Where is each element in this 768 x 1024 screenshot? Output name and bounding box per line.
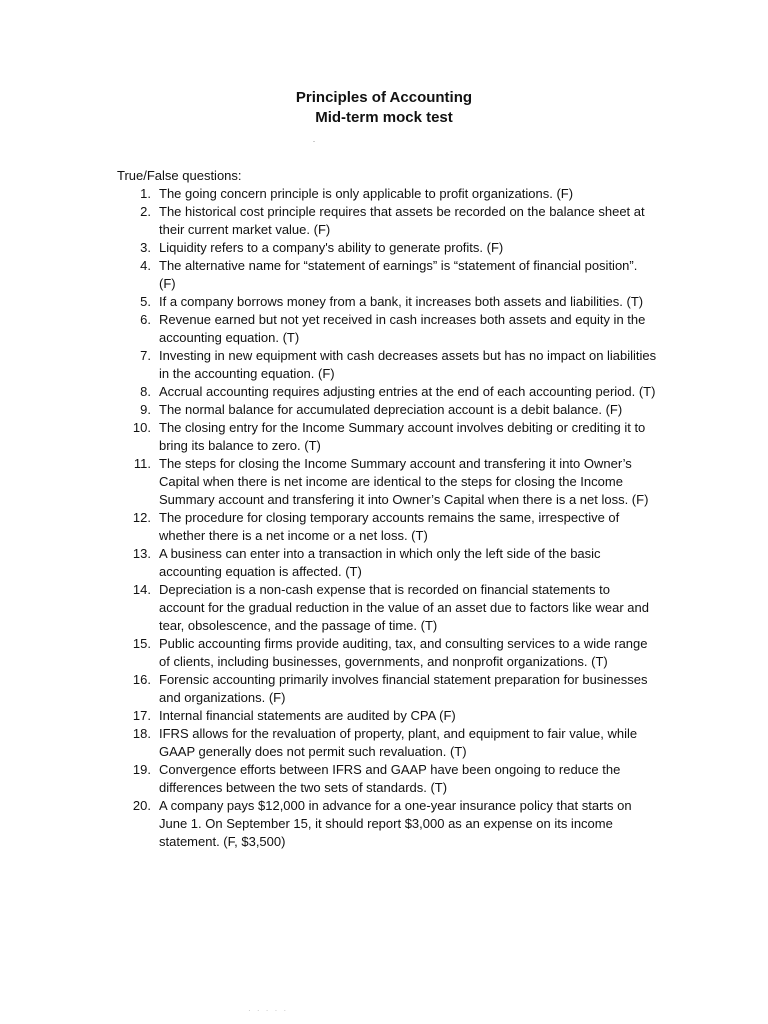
question-number: 13. xyxy=(132,546,151,561)
question-number: 17. xyxy=(132,708,151,723)
question-text: The going concern principle is only applicable to profit organizations. (F) xyxy=(159,186,574,201)
question-number: 5. xyxy=(140,294,151,309)
document-subtitle: Mid-term mock test xyxy=(315,109,453,126)
question-item xyxy=(117,311,657,347)
question-text: The normal balance for accumulated depreciation account is a debit balance. (F) xyxy=(159,402,623,417)
question-item xyxy=(117,797,657,851)
document-title: Principles of Accounting xyxy=(295,89,473,106)
question-item xyxy=(117,761,657,797)
question-text: Internal financial statements are audited by CPA (F) xyxy=(159,708,456,723)
question-number: 9. xyxy=(140,402,151,417)
question-item xyxy=(117,455,657,509)
question-text: The procedure for closing temporary accounts remains the same, irrespective of whether there is a net income or a net loss. (T) xyxy=(159,510,620,543)
scan-speck xyxy=(313,141,315,142)
question-item xyxy=(117,239,657,257)
question-number: 8. xyxy=(140,384,151,399)
question-text: Liquidity refers to a company's ability to generate profits. (F) xyxy=(159,240,504,255)
question-number: 3. xyxy=(140,240,151,255)
question-number: 14. xyxy=(132,582,151,597)
question-text: The alternative name for “statement of earnings” is “statement of financial position”. (F) xyxy=(159,258,638,291)
question-text: IFRS allows for the revaluation of property, plant, and equipment to fair value, while GAAP generally does not permit such revaluation. (T) xyxy=(159,726,638,759)
question-text: Public accounting firms provide auditing, tax, and consulting services to a wide range of clients, including businesses, governments, and nonprofit organizations. (T) xyxy=(159,636,648,669)
question-number: 10. xyxy=(132,420,151,435)
question-number: 4. xyxy=(140,258,151,273)
question-number: 2. xyxy=(140,204,151,219)
question-item xyxy=(117,671,657,707)
question-item xyxy=(117,401,657,419)
question-text: Depreciation is a non-cash expense that is recorded on financial statements to account for the gradual reduction in the value of an asset due to factors like wear and tear, obsolescence, and the passage of time. (T) xyxy=(159,582,649,633)
question-number: 20. xyxy=(132,798,151,813)
question-number: 6. xyxy=(140,312,151,327)
question-text: Forensic accounting primarily involves financial statement preparation for businesses and organizations. (F) xyxy=(159,672,648,705)
question-item xyxy=(117,293,657,311)
question-text: Revenue earned but not yet received in cash increases both assets and equity in the accounting equation. (T) xyxy=(159,312,646,345)
question-number: 12. xyxy=(132,510,151,525)
title-block xyxy=(0,88,768,128)
question-text: Convergence efforts between IFRS and GAAP have been ongoing to reduce the differences between the two sets of standards. (T) xyxy=(159,762,621,795)
question-item xyxy=(117,203,657,239)
question-text: The historical cost principle requires that assets be recorded on the balance sheet at their current market value. (F) xyxy=(159,204,645,237)
question-text: The closing entry for the Income Summary account involves debiting or crediting it to bring its balance to zero. (T) xyxy=(159,420,646,453)
question-item xyxy=(117,635,657,671)
question-text: The steps for closing the Income Summary account and transfering it into Owner’s Capital when there is net income are identical to the steps for closing the Income Summary account and transfering it into Owner’s Capital when there is a net loss. (F) xyxy=(159,456,649,507)
section-heading: True/False questions: xyxy=(117,168,242,183)
question-item xyxy=(117,419,657,455)
question-number: 16. xyxy=(132,672,151,687)
question-text: A business can enter into a transaction in which only the left side of the basic accounting equation is affected. (T) xyxy=(159,546,601,579)
question-text: Investing in new equipment with cash decreases assets but has no impact on liabilities in the accounting equation. (F) xyxy=(159,348,657,381)
question-item xyxy=(117,707,657,725)
question-text: A company pays $12,000 in advance for a one-year insurance policy that starts on June 1. On September 15, it should report $3,000 as an expense on its income statement. (F, $3,500) xyxy=(159,798,632,849)
question-text: Accrual accounting requires adjusting entries at the end of each accounting period. (T) xyxy=(159,384,656,399)
question-item xyxy=(117,257,657,293)
question-number: 7. xyxy=(140,348,151,363)
question-number: 15. xyxy=(132,636,151,651)
question-item xyxy=(117,545,657,581)
question-item xyxy=(117,347,657,383)
question-item xyxy=(117,383,657,401)
question-item xyxy=(117,725,657,761)
question-number: 1. xyxy=(140,186,151,201)
question-list xyxy=(117,185,657,851)
question-number: 19. xyxy=(132,762,151,777)
question-item xyxy=(117,581,657,635)
question-number: 11. xyxy=(133,456,151,471)
question-text: If a company borrows money from a bank, it increases both assets and liabilities. (T) xyxy=(159,294,644,309)
question-number: 18. xyxy=(132,726,151,741)
question-item xyxy=(117,185,657,203)
questions-section xyxy=(117,167,657,851)
question-item xyxy=(117,509,657,545)
footer-scan-mark: · · · · · xyxy=(248,1006,289,1015)
